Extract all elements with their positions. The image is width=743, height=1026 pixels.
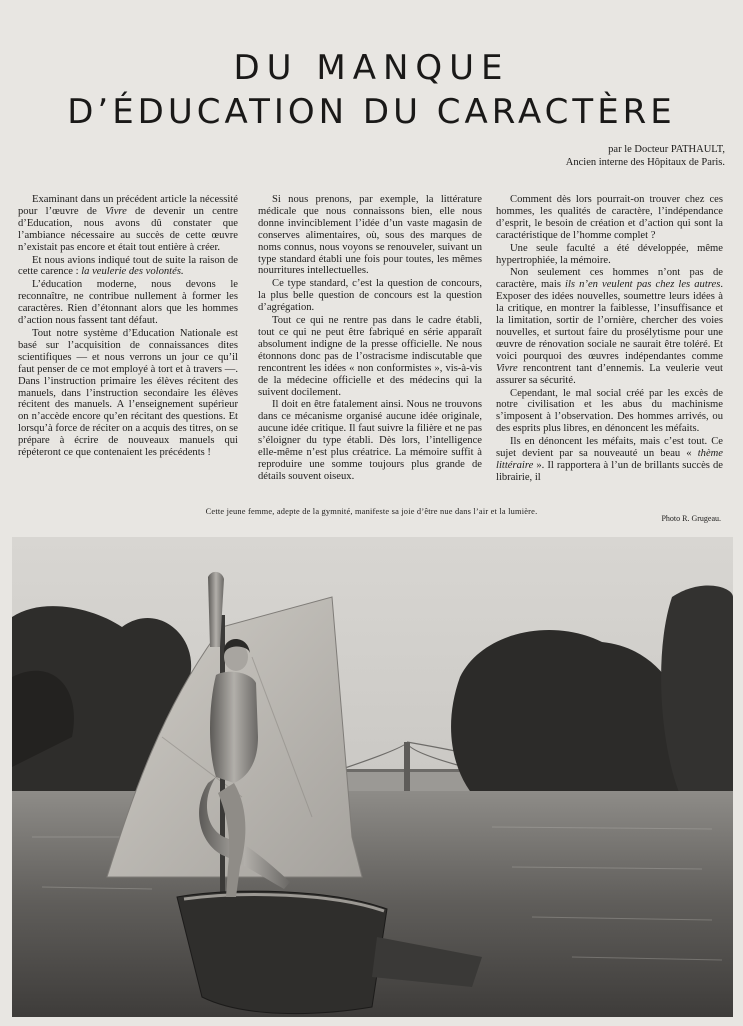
byline <box>566 143 725 169</box>
text-run: ». Il rapportera à l’un de brillants succès de librairie, il <box>496 459 723 483</box>
text-run: Examinant dans un précédent article la nécessité pour l’œuvre de <box>18 194 238 217</box>
paragraph: Cependant, le mal social créé par les excès de notre civilisation et les abus du machinisme s’imposent à l’observation. Des hommes arrivés, ou des esprits plus libres, en dénoncent les méfaits. <box>496 387 723 435</box>
italic-text: la veulerie des volontés. <box>81 266 184 278</box>
article-title-line-2: D’ÉDUCATION DU CARACTÈRE <box>67 92 676 132</box>
paragraph <box>18 255 238 279</box>
paragraph: Comment dès lors pourrait-on trouver chez ces hommes, les qualités de caractère, l’indépendance d’esprit, le besoin de création et d’action qui sont la caractéristique de l’homme complet ? <box>496 194 723 241</box>
paragraph: Ce type standard, c’est la question de concours, la plus belle question de concours est la question d’agrégation. <box>258 278 482 314</box>
paragraph: Il doit en être fatalement ainsi. Nous ne trouvons dans ce mécanisme organisé aucune idée originale, aucune idée critique. Il faut suivre la filière et ne pas s’éloigner du type établi. Dès lors, l’intelligence elle-même n’est plus créatrice. La mémoire suffit à reproduire une somme toujours plus grande de détails souvent oiseux. <box>258 399 482 482</box>
italic-text: Vivre <box>105 205 127 217</box>
byline-author: par le Docteur PATHAULT, <box>608 144 725 155</box>
paragraph: L’éducation moderne, nous devons le reconnaître, ne contribue nullement à former les caractères. Rien d’étonnant alors que les hommes d’action nous fassent tant défaut. <box>18 279 238 327</box>
text-run: Et nous avions indiqué tout de suite la raison de cette carence : <box>18 254 238 278</box>
text-column-2 <box>258 194 482 494</box>
far-right-trees <box>661 585 733 799</box>
text-column-3 <box>496 194 723 494</box>
photo-credit: Photo R. Grugeau. <box>661 514 721 523</box>
photo-caption: Cette jeune femme, adepte de la gymnité, manifeste sa joie d’être nue dans l’air et la lumière. <box>205 507 538 516</box>
photograph <box>12 537 733 1017</box>
text-run: Non seulement ces hommes n’ont pas de caractère, mais <box>496 267 723 291</box>
text-column-1 <box>18 194 238 494</box>
paragraph <box>18 194 238 254</box>
italic-text: thème littéraire <box>496 448 723 471</box>
paragraph: Si nous prenons, par exemple, la littérature médicale que nous connaissons bien, elle nous donne invinciblement l’idée d’un vaste magasin de conserves alimentaires, où, sous des marques de noms connus, nous voyons se renouveler, suivant un type standard établi une fois pour toutes, les mêmes nourritures intellectuelles. <box>258 194 482 277</box>
text-run: rencontrent tant d’ennemis. La veulerie veut assurer sa sécurité. <box>496 362 723 386</box>
text-run: de devenir un centre d’Education, nous avons dû constater que l’ambiance nécessaire au succès de cette œuvre n’existait pas encore et était tout entière à créer. <box>18 205 238 253</box>
italic-text: Vivre <box>496 362 518 374</box>
article-title-line-1: DU MANQUE <box>233 48 510 88</box>
italic-text: ils n’en veulent pas chez les autres <box>565 279 721 291</box>
text-run: Ils en dénoncent les méfaits, mais c’est tout. Ce sujet devient par sa nouveauté un beau « <box>496 436 723 460</box>
byline-role: Ancien interne des Hôpitaux de Paris. <box>565 157 725 168</box>
boat-hull <box>177 891 387 1013</box>
photograph-illustration <box>12 537 733 1017</box>
paragraph: Une seule faculté a été développée, même hypertrophiée, la mémoire. <box>496 242 723 266</box>
paragraph <box>496 267 723 386</box>
text-run: . Exposer des idées nouvelles, soumettre leurs idées à la critique, en montrer la faiblesse, l’insuffisance et la limitation, sortir de l’ornière, chercher des voies nouvelles, et surtout faire du prosélytisme pour une œuvre de rénovation sociale ne saurait être toléré. Et voici pourquoi des œuvres indépendantes comme <box>496 279 723 362</box>
paragraph: Tout notre système d’Education Nationale est basé sur l’acquisition de connaissances dites scientifiques — et nous verrons un jour ce qu’il faut penser de ce mot employé à tort et à travers —. Dans l’instruction primaire les élèves récitent des manuels, dans l’instruction secondaire les élèves récitent des manuels. A l’enseignement supérieur on n’accède encore qu’en récitant des questions. Et lorsqu’à force de réciter on a acquis des titres, on se prépare à écrire de nouveaux manuels qui répéteront ce que contenaient les précédents ! <box>18 327 238 459</box>
paragraph: Tout ce qui ne rentre pas dans le cadre établi, tout ce qui ne peut être fabriqué en série apparaît absolument indigne de la presse officielle. Ne nous étonnons donc pas de l’ostracisme indiscutable que rencontrent les idées « non conformistes », vis-à-vis de la médecine officielle et des médecins qui la suivent docilement. <box>258 315 482 398</box>
paragraph <box>496 436 723 484</box>
